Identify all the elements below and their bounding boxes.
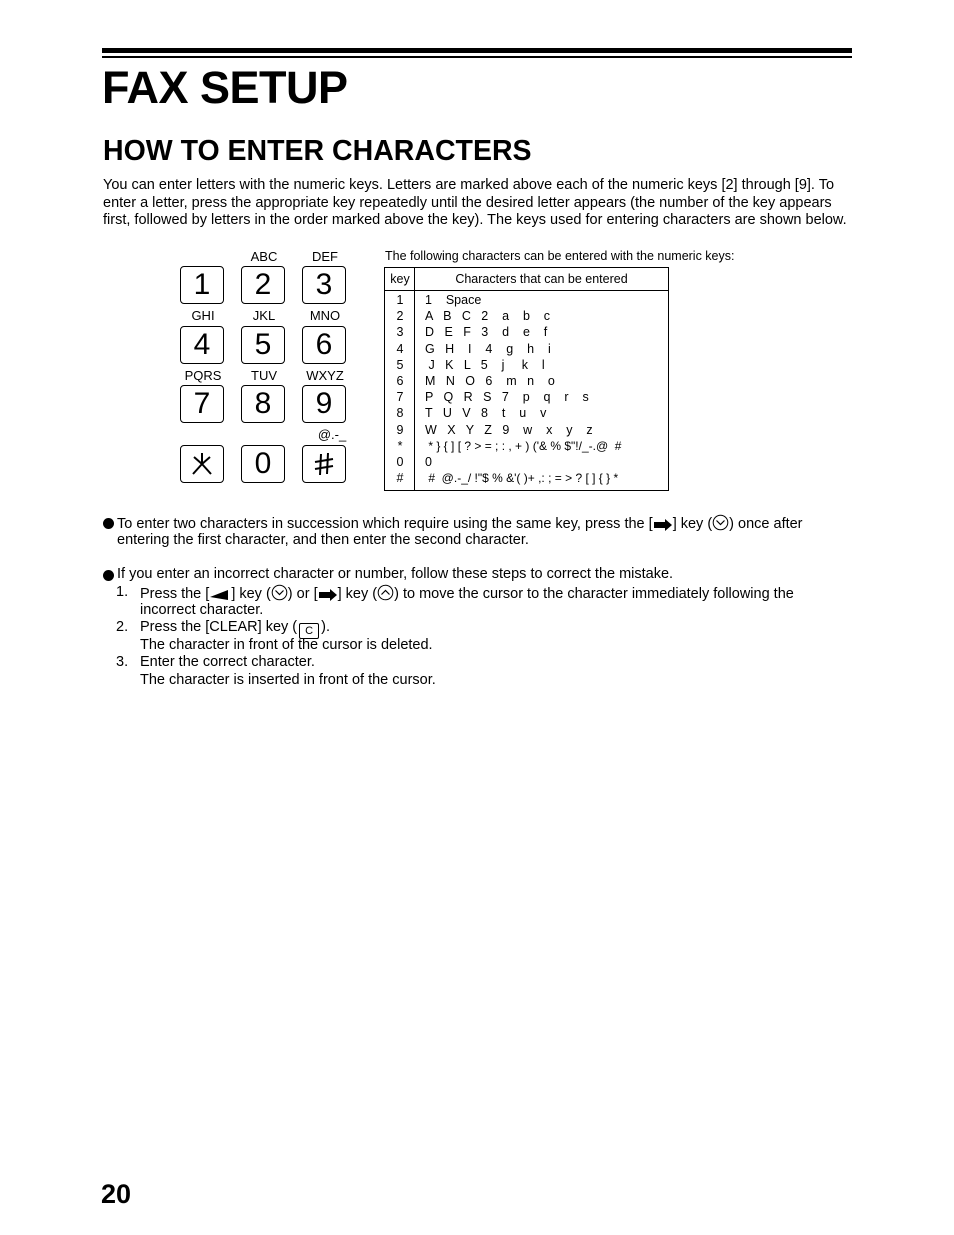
clear-key-icon: C xyxy=(299,623,319,639)
step-3-number: 3. xyxy=(116,654,129,670)
characters-table xyxy=(384,267,669,491)
hash-icon xyxy=(314,452,334,476)
key-6-letters: MNO xyxy=(309,308,341,323)
step-1-number: 1. xyxy=(116,584,129,600)
section-title: HOW TO ENTER CHARACTERS xyxy=(103,135,532,167)
header-rule-thin xyxy=(102,56,852,58)
intro-paragraph: You can enter letters with the numeric keys. Letters are marked above each of the numeric keys [2] through [9]. To enter a letter, press the appropriate key repeatedly until the desired letter appears (the number of the key appears first, followed by letters in the order marked above the key). The keys used for entering characters are shown below. xyxy=(103,177,847,229)
left-arrow-icon xyxy=(209,589,231,601)
table-caption: The following characters can be entered with the numeric keys: xyxy=(385,249,735,263)
bullet-dot xyxy=(103,518,114,529)
key-4-letters: GHI xyxy=(191,308,215,323)
step-2-line-1: Press the [CLEAR] key ( C ). xyxy=(140,619,330,637)
key-3-letters: DEF xyxy=(312,249,338,264)
step-2-line-2: The character in front of the cursor is deleted. xyxy=(140,636,433,653)
key-5: 5 xyxy=(241,326,285,364)
asterisk-icon xyxy=(191,452,213,476)
key-3: 3 xyxy=(302,266,346,304)
right-arrow-icon xyxy=(318,589,338,601)
header-chars: Characters that can be entered xyxy=(455,272,628,286)
right-arrow-icon xyxy=(653,519,673,531)
down-key-icon xyxy=(271,584,288,601)
keypad-illustration xyxy=(172,248,362,493)
up-key-icon xyxy=(377,584,394,601)
key-4: 4 xyxy=(180,326,224,364)
key-0: 0 xyxy=(241,445,285,483)
key-star xyxy=(180,445,224,483)
table-row: 8 T U V 8 t u v xyxy=(396,406,547,421)
bullet-1-line-1: To enter two characters in succession which require using the same key, press the [ ] key ( ) once after xyxy=(117,516,803,532)
page-title: FAX SETUP xyxy=(102,62,348,113)
bullet-1-line-2: entering the first character, and then enter the second character. xyxy=(117,531,529,548)
step-3-line-1: Enter the correct character. xyxy=(140,654,315,670)
key-9-letters: WXYZ xyxy=(306,368,344,383)
key-2-letters: ABC xyxy=(250,249,278,264)
step-3-line-2: The character is inserted in front of the cursor. xyxy=(140,671,436,688)
table-row: # # @.-_/ !"$ % &'( )+ ,: ; = > ? [ ] { } * xyxy=(396,471,619,486)
step-2-number: 2. xyxy=(116,619,129,635)
table-row: 5 J K L 5 j k l xyxy=(396,357,545,372)
key-hash xyxy=(302,445,346,483)
step-1-line-1: Press the [ ] key ( ) or [ ] key ( ) to move the cursor to the character immediately following the xyxy=(140,586,794,602)
key-5-letters: JKL xyxy=(252,308,276,323)
table-row: 6 M N O 6 m n o xyxy=(396,374,555,388)
table-row: 3 D E F 3 d e f xyxy=(396,325,548,340)
table-row: 2 A B C 2 a b c xyxy=(396,309,551,324)
table-row: 4 G H I 4 g h i xyxy=(396,341,551,356)
bullet-dot xyxy=(103,570,114,581)
key-8-letters: TUV xyxy=(251,368,277,383)
page-number: 20 xyxy=(101,1179,132,1209)
bullet-2-line-1: If you enter an incorrect character or number, follow these steps to correct the mistake. xyxy=(117,566,674,582)
table-row: * * } { ] [ ? > = ; : , + ) ('& % $"!/_-.@ # xyxy=(397,438,622,453)
table-row: 0 0 xyxy=(396,455,432,469)
key-6: 6 xyxy=(302,326,346,364)
key-1: 1 xyxy=(180,266,224,304)
header-rule-thick xyxy=(102,48,852,53)
key-2: 2 xyxy=(241,266,285,304)
table-row: 9 W X Y Z 9 w x y z xyxy=(396,422,593,437)
key-hash-symbols: @.-_ xyxy=(317,427,347,442)
down-key-icon xyxy=(712,514,729,531)
key-9: 9 xyxy=(302,385,346,423)
table-row: 7 P Q R S 7 p q r s xyxy=(396,390,589,405)
key-7: 7 xyxy=(180,385,224,423)
step-1-line-2: incorrect character. xyxy=(140,601,264,618)
table-row: 1 1 Space xyxy=(396,293,482,307)
key-8: 8 xyxy=(241,385,285,423)
table-header xyxy=(385,268,668,291)
header-key: key xyxy=(390,272,410,286)
key-7-letters: PQRS xyxy=(184,368,222,383)
